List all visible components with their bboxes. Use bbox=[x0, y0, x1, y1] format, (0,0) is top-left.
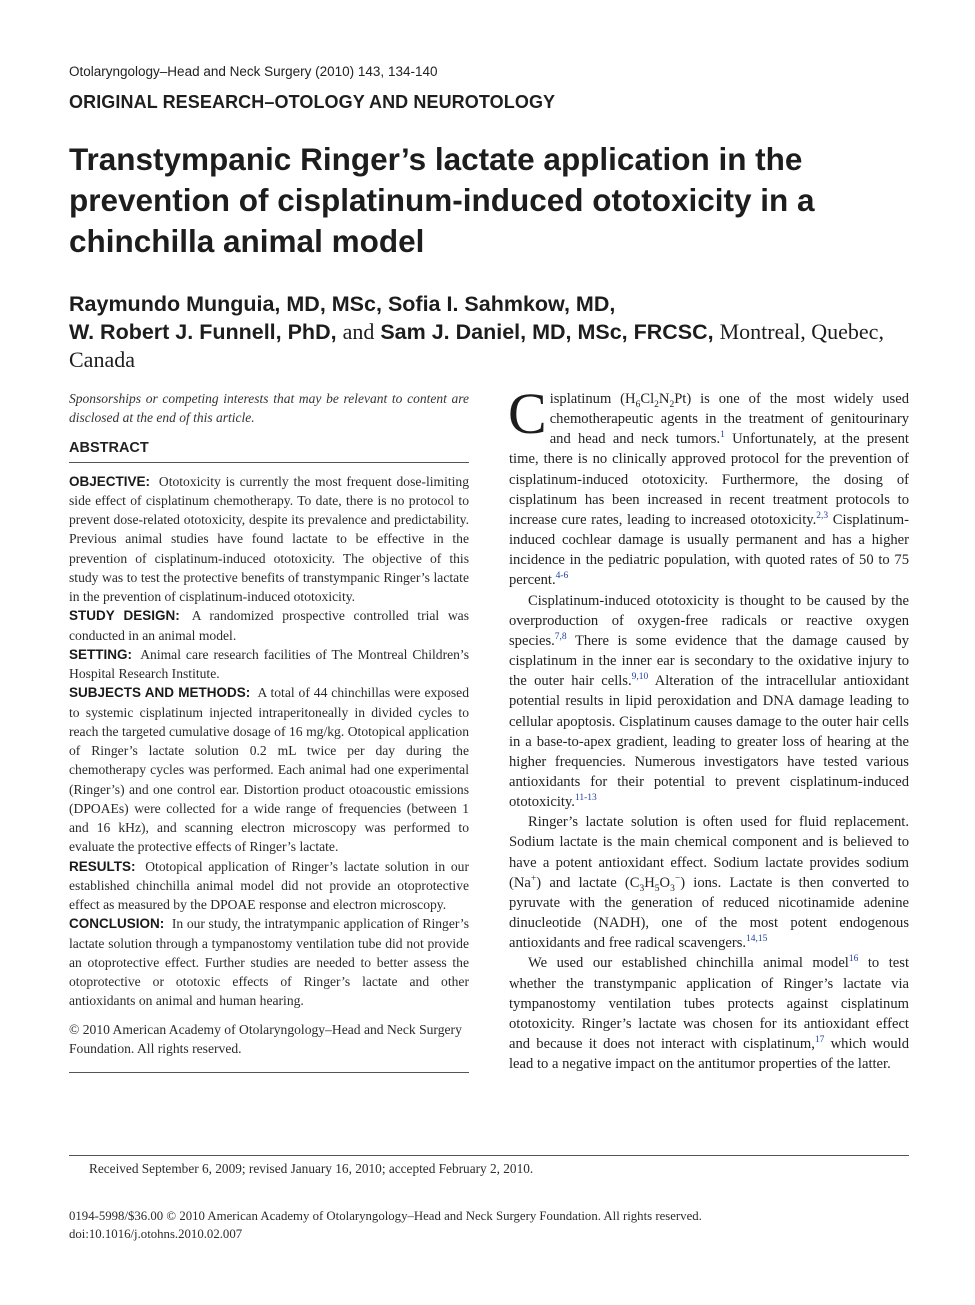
citation-link[interactable]: 7,8 bbox=[554, 632, 567, 643]
body-column bbox=[508, 381, 910, 1074]
body-text: Ringer’s lactate solution is often used for fluid replacement. Sodium lactate is the main chemical component and is believed to have a potent antioxidant effect. Sodium lactate provides sodium (Na bbox=[509, 814, 909, 891]
subscript: 3 bbox=[639, 883, 645, 894]
citation-link[interactable]: 17 bbox=[814, 1035, 825, 1046]
doi-line: doi:10.1016/j.otohns.2010.02.007 bbox=[69, 1227, 243, 1241]
author-name: Sofia I. Sahmkow, MD, bbox=[387, 292, 616, 316]
section-heading: ORIGINAL RESEARCH–OTOLOGY AND NEUROTOLOGY bbox=[69, 92, 556, 112]
drop-cap: C bbox=[508, 381, 547, 446]
abstract-label: OBJECTIVE: bbox=[69, 473, 151, 489]
abstract-conclusion bbox=[69, 914, 469, 1010]
author-name: W. Robert J. Funnell, PhD, bbox=[69, 320, 337, 344]
body-text: N bbox=[658, 391, 670, 407]
abstract-setting bbox=[69, 645, 469, 684]
author-name: Raymundo Munguia, MD, MSc, bbox=[69, 292, 382, 316]
body-text: Alteration of the intracellular antioxidant potential results in lipid peroxidation and DNA damage leading to cellular apoptosis. Cisplatinum causes damage to the outer hair cells in a base-to-apex gradient, leading to greater loss of hearing at the higher frequencies. Numerous investigators have tested various antioxidants for their potential to prevent cisplatinum-induced ototoxicity. bbox=[509, 673, 909, 811]
citation-link[interactable]: 2,3 bbox=[816, 511, 829, 522]
abstract-text: A randomized prospective controlled trial was conducted in an animal model. bbox=[69, 608, 469, 643]
body-paragraph bbox=[508, 381, 909, 591]
journal-citation: Otolaryngology–Head and Neck Surgery (2010) 143, 134-140 bbox=[69, 64, 438, 79]
abstract-text: In our study, the intratympanic application of Ringer’s lactate solution through a tympanostomy ventilation tube did not provide an otoprotective effect. Further studies are needed to better assess the otoprotective or ototoxic effects of Ringer’s lactate and other antioxidants on animal and human hearing. bbox=[69, 916, 469, 1009]
abstract-label: SETTING: bbox=[69, 646, 132, 662]
body-paragraph bbox=[509, 591, 909, 813]
body-text: Unfortunately, at the present time, there is no clinically approved protocol for the prevention of cisplatinum-induced ototoxicity. Furthermore, the dosing of cisplatinum has been increased in recent treatment protocols to increase cure rates, leading to increased ototoxicity. bbox=[509, 431, 909, 528]
abstract-methods bbox=[69, 683, 469, 856]
body-text: Pt) is one of the most widely used chemotherapeutic agents in the treatment of genitourinary and head and neck tumors. bbox=[549, 391, 909, 448]
body-text: isplatinum (H bbox=[549, 391, 636, 407]
received-dates: Received September 6, 2009; revised January 16, 2010; accepted February 2, 2010. bbox=[89, 1161, 534, 1176]
sponsorship-note: Sponsorships or competing interests that may be relevant to content are disclosed at the end of this article. bbox=[69, 391, 469, 426]
body-text: ) and lactate (C bbox=[536, 874, 640, 891]
abstract-results bbox=[69, 857, 469, 915]
author-name: Sam J. Daniel, MD, MSc, FRCSC, bbox=[380, 320, 714, 344]
superscript: − bbox=[674, 873, 681, 884]
abstract-text: Animal care research facilities of The Montreal Children’s Hospital Research Institute. bbox=[69, 646, 469, 682]
body-paragraph bbox=[509, 812, 909, 953]
citation-link[interactable]: 14,15 bbox=[746, 934, 768, 945]
subscript: 2 bbox=[669, 399, 675, 410]
issn-line: 0194-5998/$36.00 © 2010 American Academy of Otolaryngology–Head and Neck Surgery Foundation. All rights reserved. bbox=[69, 1209, 702, 1223]
abstract-label: CONCLUSION: bbox=[69, 916, 165, 932]
body-text: Cisplatinum-induced cochlear damage is usually permanent and has a higher incidence in the pediatric population, with quoted rates of 50 to 75 percent. bbox=[509, 511, 909, 589]
body-text: H bbox=[644, 874, 655, 891]
citation-link[interactable]: 11-13 bbox=[574, 793, 597, 804]
superscript: + bbox=[530, 873, 537, 884]
abstract-study-design bbox=[69, 606, 469, 645]
citation-link[interactable]: 1 bbox=[720, 430, 725, 441]
citation-link[interactable]: 9,10 bbox=[631, 672, 649, 683]
abstract-text: A total of 44 chinchillas were exposed to systemic cisplatinum injected intraperitoneally in divided cycles to reach the targeted cumulative dosage of 16 mg/kg. Ototopical application of Ringer’s lactate solution 0.2 mL twice per day during the chemotherapy cycles was performed. Each animal had one experimental (Ringer’s) and one control ear. Distortion product otoacoustic emissions (DPOAEs) were collected for a wide range of frequencies (between 1 and 16 kHz), and scanning electron microscopy was performed to evaluate the protective effects of Ringer’s lactate. bbox=[69, 685, 469, 855]
body-text: to test whether the transtympanic application of Ringer’s lactate via tympanostomy ventilation tubes protects against cisplatinum ototoxicity. Ringer’s lactate was chosen for its antioxidant effect and because it does not interact with cisplatinum, bbox=[509, 955, 909, 1052]
subscript: 5 bbox=[654, 883, 660, 894]
body-text: We used our established chinchilla animal model bbox=[528, 955, 849, 972]
abstract-body bbox=[69, 472, 469, 1011]
abstract-label: SUBJECTS AND METHODS: bbox=[69, 685, 251, 701]
subscript: 2 bbox=[654, 399, 659, 410]
body-text: Cisplatinum-induced ototoxicity is thought to be caused by the overproduction of oxygen-free radicals or reactive oxygen species. bbox=[509, 592, 909, 649]
author-conjunction: and bbox=[342, 319, 375, 344]
abstract-label: RESULTS: bbox=[69, 858, 136, 874]
subscript: 3 bbox=[670, 883, 675, 894]
abstract-objective bbox=[69, 472, 469, 607]
body-text: Cl bbox=[640, 391, 655, 407]
author-list bbox=[69, 290, 929, 374]
article-title: Transtympanic Ringer’s lactate application in the prevention of cisplatinum-induced ototoxicity in a chinchilla animal model bbox=[69, 141, 815, 259]
abstract-text: Ototopical application of Ringer’s lactate solution in our established chinchilla animal model did not provide an otoprotective effect as measured by the DPOAE response and electron microscopy. bbox=[69, 858, 469, 913]
abstract-heading: ABSTRACT bbox=[69, 440, 469, 463]
citation-link[interactable]: 4-6 bbox=[555, 571, 569, 582]
abstract-column bbox=[69, 389, 469, 1073]
author-location: Montreal, Quebec, Canada bbox=[69, 319, 884, 372]
body-text: which would lead to a negative impact on the antitumor properties of the latter. bbox=[509, 1036, 909, 1073]
body-text: ) ions. Lactate is then converted to pyruvate with the generation of reduced nicotinamide adenine dinucleotide (NADH), one of the most potent endogenous antioxidants and free radical scavengers. bbox=[509, 874, 910, 952]
body-text: There is some evidence that the damage caused by cisplatinum in the inner ear is secondary to the oxidative injury to the outer hair cells. bbox=[509, 632, 909, 690]
body-paragraph bbox=[509, 953, 909, 1074]
footer-divider bbox=[69, 1155, 909, 1156]
citation-link[interactable]: 16 bbox=[848, 954, 859, 965]
abstract-label: STUDY DESIGN: bbox=[69, 608, 180, 624]
subscript: 6 bbox=[635, 399, 641, 410]
body-text: O bbox=[659, 874, 671, 891]
abstract-copyright: © 2010 American Academy of Otolaryngology–Head and Neck Surgery Foundation. All rights reserved. bbox=[69, 1020, 469, 1074]
abstract-text: Ototoxicity is currently the most frequent dose-limiting side effect of cisplatinum chemotherapy. To date, there is no protocol to prevent dose-related ototoxicity, despite its prevalence and predictability. Previous animal studies have found lactate to be effective in the prevention of cisplatinum-induced ototoxicity. The objective of this study was to test the protective benefits of transtympanic Ringer’s lactate in the prevention of cisplatinum-induced ototoxicity. bbox=[69, 473, 469, 605]
